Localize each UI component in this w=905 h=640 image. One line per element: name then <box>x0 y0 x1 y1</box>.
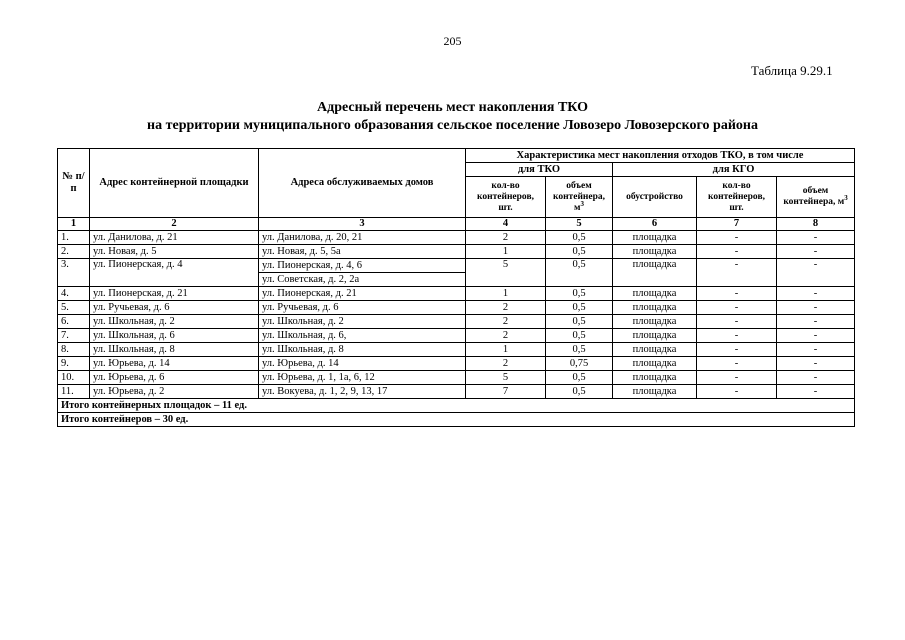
equipment: площадка <box>613 343 697 357</box>
kgo-volume: - <box>777 287 855 301</box>
site-address: ул. Школьная, д. 6 <box>90 329 259 343</box>
document-title: Адресный перечень мест накопления ТКО <box>317 100 588 115</box>
table-row <box>58 385 855 399</box>
container-count: 5 <box>466 371 546 385</box>
kgo-count: - <box>697 231 777 245</box>
waste-sites-table <box>57 148 855 427</box>
equipment: площадка <box>613 315 697 329</box>
table-row <box>58 301 855 315</box>
site-address: ул. Школьная, д. 2 <box>90 315 259 329</box>
row-number: 5. <box>58 301 90 315</box>
container-volume: 0,5 <box>546 301 613 315</box>
row-number: 10. <box>58 371 90 385</box>
kgo-volume: - <box>777 315 855 329</box>
container-volume: 0,5 <box>546 385 613 399</box>
row-number: 1. <box>58 231 90 245</box>
table-reference: Таблица 9.29.1 <box>751 63 833 78</box>
kgo-count: - <box>697 385 777 399</box>
container-volume: 0,5 <box>546 245 613 259</box>
row-number: 11. <box>58 385 90 399</box>
container-count: 2 <box>466 315 546 329</box>
equipment: площадка <box>613 231 697 245</box>
row-number: 4. <box>58 287 90 301</box>
table-row <box>58 371 855 385</box>
equipment: площадка <box>613 357 697 371</box>
site-address: ул. Юрьева, д. 14 <box>90 357 259 371</box>
site-address: ул. Пионерская, д. 21 <box>90 287 259 301</box>
container-count: 2 <box>466 301 546 315</box>
container-count: 1 <box>466 245 546 259</box>
kgo-count: - <box>697 371 777 385</box>
table-row <box>58 315 855 329</box>
table-row <box>58 245 855 259</box>
kgo-volume: - <box>777 385 855 399</box>
kgo-volume: - <box>777 371 855 385</box>
kgo-volume: - <box>777 343 855 357</box>
column-number: 2 <box>90 218 259 231</box>
column-number: 3 <box>259 218 466 231</box>
container-volume: 0,5 <box>546 329 613 343</box>
kgo-count: - <box>697 245 777 259</box>
equipment: площадка <box>613 301 697 315</box>
column-number: 5 <box>546 218 613 231</box>
table-row <box>58 343 855 357</box>
container-count: 2 <box>466 231 546 245</box>
header-equipment: обустройство <box>613 177 697 218</box>
row-number: 6. <box>58 315 90 329</box>
column-number: 7 <box>697 218 777 231</box>
header-volume: объем контейнера, $м^3$ <box>546 177 613 218</box>
served-address: ул. Новая, д. 5, 5а <box>259 245 466 259</box>
site-address: ул. Школьная, д. 8 <box>90 343 259 357</box>
served-address: ул. Школьная, д. 8 <box>259 343 466 357</box>
served-address: ул. Пионерская, д. 4, 6 <box>259 259 466 273</box>
equipment: площадка <box>613 371 697 385</box>
served-address: ул. Данилова, д. 20, 21 <box>259 231 466 245</box>
site-address: ул. Ручьевая, д. 6 <box>90 301 259 315</box>
kgo-count: - <box>697 329 777 343</box>
header-site-address: Адрес контейнерной площадки <box>90 149 259 218</box>
table-row <box>58 357 855 371</box>
served-address: ул. Вокуева, д. 1, 2, 9, 13, 17 <box>259 385 466 399</box>
served-address: ул. Пионерская, д. 21 <box>259 287 466 301</box>
row-number: 3. <box>58 259 90 287</box>
column-number: 6 <box>613 218 697 231</box>
table-row <box>58 329 855 343</box>
kgo-volume: - <box>777 245 855 259</box>
site-address: ул. Новая, д. 5 <box>90 245 259 259</box>
header-num: № п/п <box>58 149 90 218</box>
equipment: площадка <box>613 329 697 343</box>
column-number: 4 <box>466 218 546 231</box>
kgo-count: - <box>697 301 777 315</box>
container-count: 7 <box>466 385 546 399</box>
container-count: 2 <box>466 357 546 371</box>
site-address: ул. Юрьева, д. 2 <box>90 385 259 399</box>
header-count: кол-во контейнеров, шт. <box>466 177 546 218</box>
table-row <box>58 231 855 245</box>
served-address: ул. Юрьева, д. 14 <box>259 357 466 371</box>
header-kgo-volume: объем контейнера, $м^3$ <box>777 177 855 218</box>
served-address: ул. Школьная, д. 6, <box>259 329 466 343</box>
kgo-count: - <box>697 343 777 357</box>
header-tko: для ТКО <box>466 163 613 177</box>
row-number: 8. <box>58 343 90 357</box>
container-count: 2 <box>466 329 546 343</box>
kgo-volume: - <box>777 231 855 245</box>
kgo-volume: - <box>777 329 855 343</box>
document-subtitle: на территории муниципального образования сельское поселение Ловозеро Ловозерского района <box>147 118 758 133</box>
served-address: ул. Школьная, д. 2 <box>259 315 466 329</box>
container-count: 1 <box>466 343 546 357</box>
equipment: площадка <box>613 245 697 259</box>
kgo-count: - <box>697 287 777 301</box>
table-row <box>58 287 855 301</box>
header-kgo: для КГО <box>613 163 855 177</box>
container-volume: 0,75 <box>546 357 613 371</box>
kgo-count: - <box>697 315 777 329</box>
container-count: 1 <box>466 287 546 301</box>
total-sites: Итого контейнерных площадок – 11 ед. <box>58 399 855 413</box>
kgo-volume: - <box>777 259 855 287</box>
container-volume: 0,5 <box>546 371 613 385</box>
header-kgo-count: кол-во контейнеров, шт. <box>697 177 777 218</box>
site-address: ул. Пионерская, д. 4 <box>90 259 259 287</box>
row-number: 2. <box>58 245 90 259</box>
served-address: ул. Ручьевая, д. 6 <box>259 301 466 315</box>
total-containers: Итого контейнеров – 30 ед. <box>58 413 855 427</box>
container-volume: 0,5 <box>546 287 613 301</box>
total-containers-row <box>58 413 855 427</box>
kgo-count: - <box>697 259 777 287</box>
container-volume: 0,5 <box>546 259 613 287</box>
header-served-addresses: Адреса обслуживаемых домов <box>259 149 466 218</box>
site-address: ул. Юрьева, д. 6 <box>90 371 259 385</box>
served-address: ул. Юрьева, д. 1, 1а, 6, 12 <box>259 371 466 385</box>
kgo-volume: - <box>777 301 855 315</box>
container-count: 5 <box>466 259 546 287</box>
equipment: площадка <box>613 259 697 287</box>
container-volume: 0,5 <box>546 343 613 357</box>
site-address: ул. Данилова, д. 21 <box>90 231 259 245</box>
served-address: ул. Советская, д. 2, 2а <box>259 273 466 287</box>
equipment: площадка <box>613 385 697 399</box>
row-number: 7. <box>58 329 90 343</box>
header-characteristics: Характеристика мест накопления отходов ТКО, в том числе <box>466 149 855 163</box>
column-number: 8 <box>777 218 855 231</box>
container-volume: 0,5 <box>546 315 613 329</box>
kgo-volume: - <box>777 357 855 371</box>
page-number: 205 <box>443 34 462 48</box>
kgo-count: - <box>697 357 777 371</box>
column-number: 1 <box>58 218 90 231</box>
table-row <box>58 259 855 273</box>
total-sites-row <box>58 399 855 413</box>
row-number: 9. <box>58 357 90 371</box>
container-volume: 0,5 <box>546 231 613 245</box>
equipment: площадка <box>613 287 697 301</box>
